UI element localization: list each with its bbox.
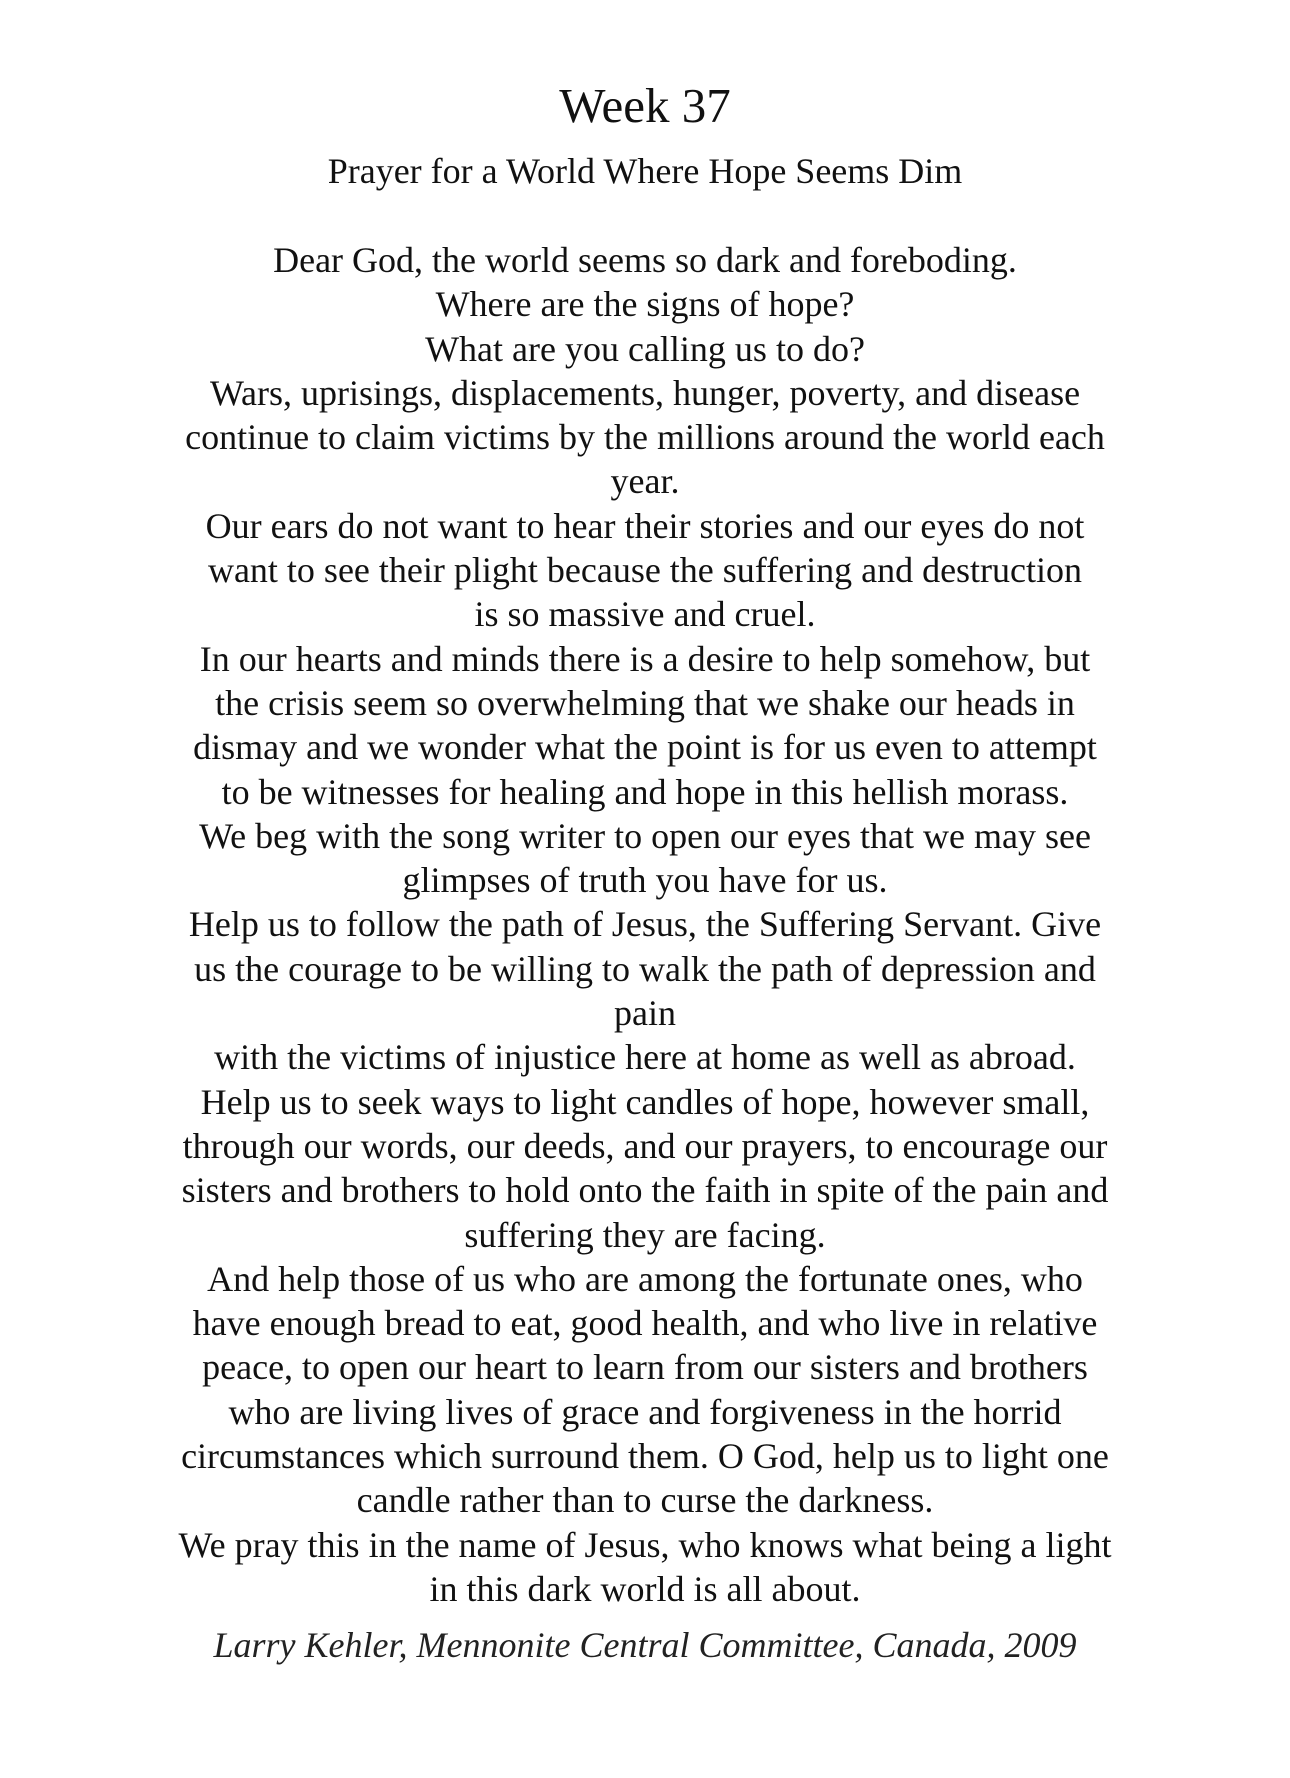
prayer-line: Dear God, the world seems so dark and foreboding. — [273, 240, 1017, 280]
prayer-line: What are you calling us to do? — [425, 328, 865, 369]
prayer-line: Wars, uprisings, displacements, hunger, poverty, and disease — [209, 372, 1081, 413]
prayer-line: And help those of us who are among the fortunate ones, who — [207, 1258, 1083, 1299]
week-title: Week 37 — [559, 78, 731, 133]
prayer-subtitle: Prayer for a World Where Hope Seems Dim — [327, 151, 963, 191]
prayer-line: glimpses of truth you have for us. — [402, 860, 888, 901]
prayer-line: suffering they are facing. — [464, 1214, 826, 1255]
prayer-line: Where are the signs of hope? — [435, 284, 855, 325]
prayer-line: want to see their plight because the suffering and destruction — [207, 550, 1083, 591]
prayer-line: with the victims of injustice here at home as well as abroad. — [214, 1037, 1076, 1078]
prayer-line: dismay and we wonder what the point is for us even to attempt — [193, 727, 1097, 768]
attribution: Larry Kehler, Mennonite Central Committee, Canada, 2009 — [213, 1625, 1077, 1665]
prayer-line: peace, to open our heart to learn from our sisters and brothers — [202, 1347, 1088, 1388]
prayer-line: the crisis seem so overwhelming that we shake our heads in — [215, 682, 1075, 723]
prayer-line: in this dark world is all about. — [429, 1568, 861, 1609]
prayer-line: Help us to follow the path of Jesus, the Suffering Servant. Give — [188, 904, 1102, 945]
prayer-line: candle rather than to curse the darkness. — [356, 1480, 934, 1521]
prayer-line: sisters and brothers to hold onto the faith in spite of the pain and — [181, 1170, 1109, 1211]
prayer-line: pain — [614, 993, 676, 1034]
prayer-line: circumstances which surround them. O God, help us to light one — [181, 1436, 1109, 1477]
prayer-line: is so massive and cruel. — [474, 594, 816, 635]
prayer-body — [150, 238, 1140, 1611]
prayer-line: us the courage to be willing to walk the path of depression and — [194, 948, 1096, 989]
prayer-line: In our hearts and minds there is a desire to help somehow, but — [199, 638, 1091, 679]
prayer-line: Our ears do not want to hear their stories and our eyes do not — [205, 505, 1085, 546]
prayer-line: through our words, our deeds, and our prayers, to encourage our — [182, 1125, 1108, 1166]
prayer-line: who are living lives of grace and forgiveness in the horrid — [228, 1391, 1062, 1432]
prayer-line: year. — [610, 461, 680, 502]
prayer-line: have enough bread to eat, good health, and who live in relative — [192, 1303, 1098, 1344]
prayer-line: to be witnesses for healing and hope in this hellish morass. — [221, 771, 1069, 812]
prayer-line: We beg with the song writer to open our eyes that we may see — [199, 815, 1091, 856]
prayer-line: We pray this in the name of Jesus, who knows what being a light — [178, 1524, 1112, 1565]
prayer-line: continue to claim victims by the millions around the world each — [185, 417, 1105, 458]
prayer-line: Help us to seek ways to light candles of hope, however small, — [200, 1081, 1090, 1122]
